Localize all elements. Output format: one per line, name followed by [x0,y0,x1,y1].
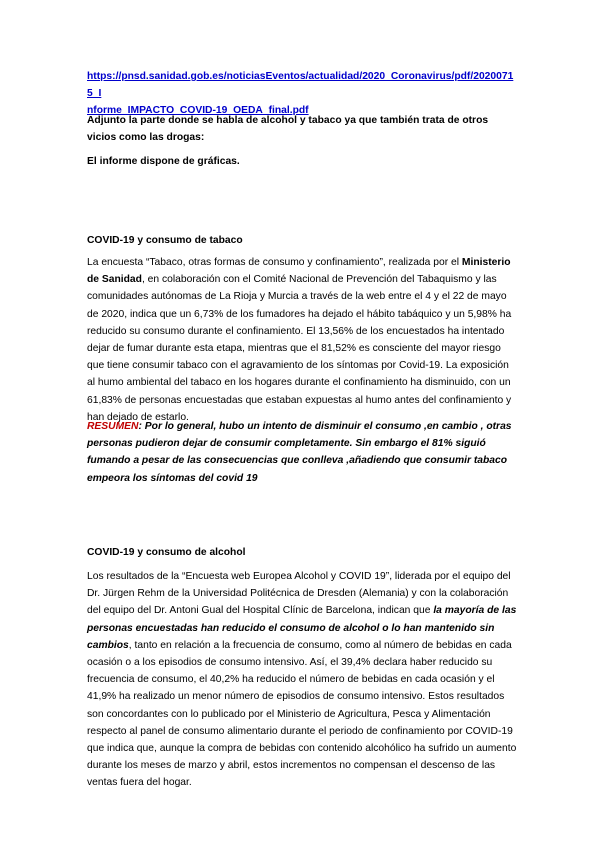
tabaco-resumen [87,418,519,487]
alcohol-p1-bold-italic: la mayoría de las personas encuestadas han reducido el consumo de alcohol o lo han mantenido sin cambios [87,605,517,651]
tabaco-p1-b: , en colaboración con el Comité Nacional de Prevención del Tabaquismo y las comunidades autónomas de La Rioja y Murcia a través de la web entre el 4 y el 22 de mayo de 2020, indica que un 6,73% de los fumadores ha dejado el hábito tabáquico y un 5,98% ha reducido su consumo durante el confinamiento. El 13,56% de los encuestados ha intentado dejar de fumar durante esta etapa, mientras que el 81,52% es consciente del mayor riesgo que tiene consumir tabaco con el agravamiento de los síntomas por Covid-19. La exposición al humo ambiental del tabaco en los hogares durante el confinamiento ha disminuido, con un 61,83% de personas encuestadas que estaban expuestas al humo antes del confinamiento y han dejado de estarlo. [87,274,512,423]
tabaco-paragraph [87,254,519,426]
tabaco-p1-a: La encuesta “Tabaco, otras formas de consumo y confinamiento”, realizada por el [87,257,462,268]
tabaco-p1-bold: Ministerio de Sanidad [87,257,511,286]
resumen-label: RESUMEN [87,421,139,432]
intro-note: El informe dispone de gráficas. [87,156,240,167]
report-link-line1[interactable]: https://pnsd.sanidad.gob.es/noticiasEventos/actualidad/2020_Coronavirus/pdf/20200715_I [87,71,514,100]
resumen-text: : Por lo general, hubo un intento de disminuir el consumo ,en cambio , otras personas pudieron dejar de consumir completamente. Sin embargo el 81% siguió fumando a pesar de las consecuencias que conlleva ,añadiendo que consumir tabaco empeora los síntomas del covid 19 [87,421,512,484]
tabaco-heading: COVID-19 y consumo de tabaco [87,235,243,246]
alcohol-p1-b: , tanto en relación a la frecuencia de consumo, como al número de bebidas en cada ocasión o a los episodios de consumo intensivo. Así, el 39,4% declara haber reducido su frecuencia de consumo, el 40,2% ha reducido el número de bebidas en cada ocasión y el 41,9% ha realizado un menor número de episodios de consumo intensivo. Estos resultados son concordantes con lo publicado por el Ministerio de Agricultura, Pesca y Alimentación respecto al panel de consumo alimentario durante el periodo de confinamiento por COVID-19 que indica que, aunque la compra de bebidas con contenido alcohólico ha sufrido un aumento durante los meses de marzo y abril, estos incrementos no compensan el descenso de las ventas fuera del hogar. [87,639,517,789]
alcohol-p1-a: Los resultados de la “Encuesta web Europea Alcohol y COVID 19”, liderada por el equipo del Dr. Jürgen Rehm de la Universidad Politécnica de Dresden (Alemania) y con la colaboración del equipo del Dr. Antoni Gual del Hospital Clínic de Barcelona, indican que [87,571,511,617]
intro-text: Adjunto la parte donde se habla de alcohol y tabaco ya que también trata de otros vicios como las drogas: [87,115,489,144]
alcohol-paragraph [87,568,519,792]
alcohol-heading: COVID-19 y consumo de alcohol [87,547,246,558]
report-link-line2[interactable]: nforme_IMPACTO_COVID-19_OEDA_final.pdf [87,105,309,117]
